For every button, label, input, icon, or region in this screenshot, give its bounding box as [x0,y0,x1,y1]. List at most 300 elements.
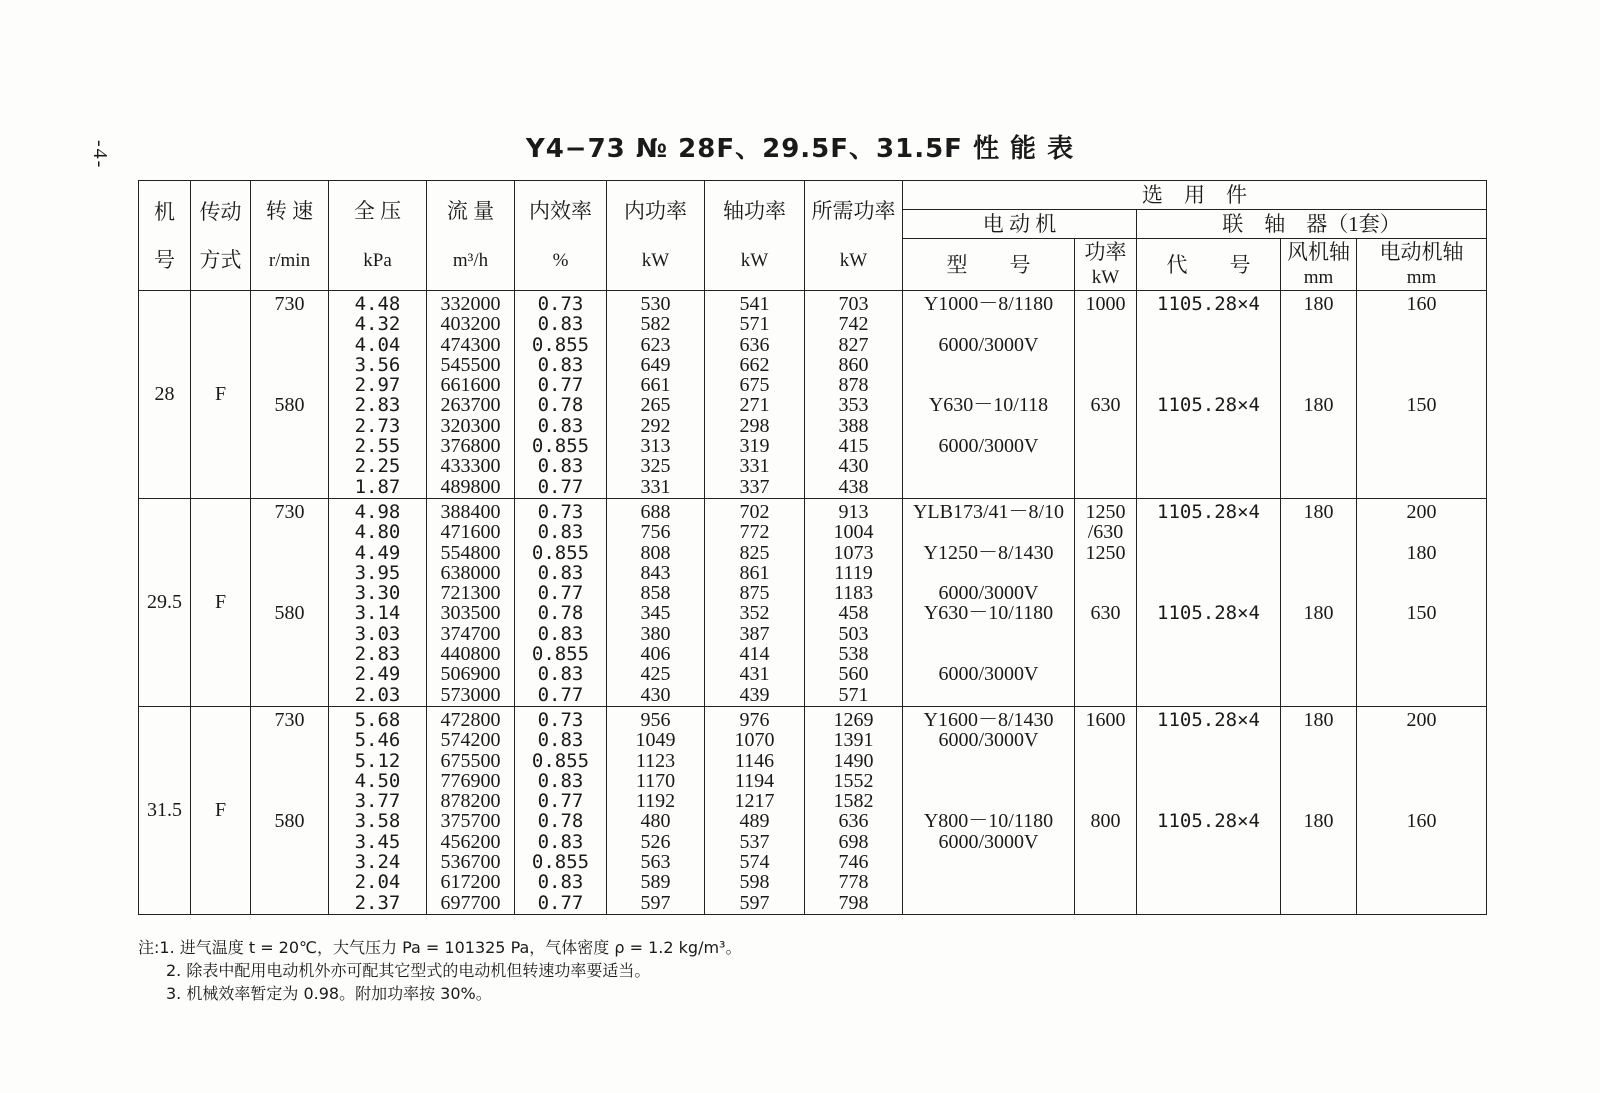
cell-line [251,477,328,497]
cell-line [251,416,328,436]
fan-shaft-cell [1281,499,1357,707]
cell-line [903,355,1074,375]
cell-lines [1357,291,1486,497]
cell-line [1281,477,1356,497]
header-motor: 电 动 机 [903,210,1137,239]
cell-lines [427,291,514,497]
page-title: Y4−73 № 28F、29.5F、31.5F 性 能 表 [525,134,1075,164]
cell-line: 433300 [440,455,501,478]
cell-line: 480 [640,810,671,833]
cell-line: 0.83 [537,521,584,544]
cell-line: 0.77 [537,582,584,605]
cell-line: 1170 [635,769,676,792]
cell-line [1281,832,1356,852]
cell-line: 439 [739,683,770,706]
cell-line: 858 [640,582,671,605]
shaft-power-cell [705,291,805,499]
cell-line [1075,563,1136,583]
cell-line: 6000/3000V [938,582,1039,605]
cell-line [1357,791,1486,811]
page-number: -4- [89,140,111,170]
cell-line: 861 [739,561,770,584]
cell-line [1281,893,1356,913]
cell-line: 0.77 [537,790,584,813]
coupling-code-cell [1137,499,1281,707]
cell-line: 2.03 [354,683,401,706]
cell-line: 1000 [1085,293,1126,315]
cell-line [903,644,1074,664]
cell-line: 661600 [440,374,501,397]
cell-line: 843 [640,561,671,584]
cell-line: 623 [640,333,671,356]
cell-line: 2.83 [354,394,401,417]
drive-cell: F [191,499,251,707]
motor-power-cell [1075,499,1137,707]
cell-line [1075,416,1136,436]
cell-line: 380 [640,622,671,645]
cell-line [251,522,328,542]
cell-line: 526 [640,830,671,853]
cell-line: 387 [739,622,770,645]
cell-line: 1.87 [354,475,401,498]
cell-line: 1194 [734,769,775,792]
cell-line: 597 [640,891,671,914]
drive-cell: F [191,291,251,499]
cell-line: 0.73 [537,709,584,731]
cell-line [1137,872,1280,892]
header-motor-power: 功率 kW [1075,239,1137,291]
notes [138,936,741,1005]
cell-line: 742 [838,313,869,336]
cell-line [1137,624,1280,644]
cell-lines [903,707,1074,913]
cell-line: 617200 [440,871,501,894]
cell-line: 200 [1406,709,1437,731]
cell-line [903,791,1074,811]
cell-line: 438 [838,475,869,498]
internal-power-cell [607,707,705,915]
cell-line: Y800－10/1180 [923,810,1054,833]
header-drive: 传动 方式 [191,181,251,291]
required-power-cell [805,707,903,915]
cell-line: 878 [838,374,869,397]
cell-line: 772 [739,521,770,544]
cell-line [903,872,1074,892]
cell-line: 580 [274,394,305,417]
cell-line [1137,664,1280,684]
cell-line [1281,314,1356,334]
shaft-power-cell [705,707,805,915]
cell-lines [903,499,1074,705]
cell-line [1137,852,1280,872]
cell-line [1137,730,1280,750]
cell-line [903,477,1074,497]
cell-line: 574 [739,851,770,874]
cell-line: 730 [274,293,305,315]
cell-line: 1105.28×4 [1157,501,1260,523]
header-flow: 流 量 m³/h [427,181,515,291]
cell-line: 376800 [440,435,501,458]
flow-cell [427,499,515,707]
cell-line [1075,791,1136,811]
cell-line [251,872,328,892]
cell-line [1075,893,1136,913]
cell-line: 875 [739,582,770,605]
cell-line [903,751,1074,771]
cell-line [1357,477,1486,497]
cell-line [1137,355,1280,375]
pressure-cell [329,291,427,499]
cell-line: 582 [640,313,671,336]
cell-line: 630 [1090,394,1121,417]
cell-line: 2.37 [354,891,401,914]
cell-line [1357,852,1486,872]
cell-line: 180 [1303,602,1334,625]
cell-line [251,685,328,705]
cell-line [1281,771,1356,791]
cell-line: 1070 [734,729,775,752]
cell-line: 430 [640,683,671,706]
cell-lines [515,291,606,497]
cell-line: 160 [1406,810,1437,833]
cell-line [1075,872,1136,892]
cell-lines [903,291,1074,497]
cell-line: 375700 [440,810,501,833]
cell-line [1075,832,1136,852]
header-coupling: 联 轴 器（1套） [1137,210,1487,239]
cell-lines [607,291,704,497]
cell-line: 4.32 [354,313,401,336]
header-internal-power: 内功率 kW [607,181,705,291]
cell-line: 1552 [833,769,874,792]
cell-lines [329,707,426,913]
cell-line: 0.83 [537,622,584,645]
cell-line: 489 [739,810,770,833]
table-row [139,707,1487,915]
cell-lines [515,499,606,705]
cell-line: 776900 [440,769,501,792]
cell-line [903,456,1074,476]
cell-line [1075,664,1136,684]
cell-line [1075,335,1136,355]
cell-line: 1105.28×4 [1157,602,1260,625]
cell-line: 1073 [833,541,874,564]
required-power-cell [805,291,903,499]
internal-power-cell [607,499,705,707]
cell-line [251,852,328,872]
cell-line: 574200 [440,729,501,752]
pressure-cell [329,499,427,707]
cell-line: 0.83 [537,663,584,686]
cell-lines [705,499,804,705]
cell-line: 0.77 [537,374,584,397]
cell-line [1357,583,1486,603]
cell-line: 3.30 [354,582,401,605]
cell-line: 3.77 [354,790,401,813]
cell-line [1281,644,1356,664]
cell-line [251,355,328,375]
cell-line [1357,624,1486,644]
cell-line: 406 [640,643,671,666]
cell-lines [515,707,606,913]
cell-line: 0.855 [531,643,590,666]
cell-line: 0.83 [537,313,584,336]
cell-lines [251,499,328,705]
cell-line: 313 [640,435,671,458]
performance-table [138,180,1487,915]
cell-line [903,893,1074,913]
cell-line: 6000/3000V [938,729,1039,752]
cell-line: 1217 [734,790,775,813]
header-fan-shaft: 风机轴 mm [1281,239,1357,291]
cell-line: 430 [838,455,869,478]
cell-line: 319 [739,435,770,458]
cell-line: 538 [838,643,869,666]
cell-line: 0.78 [537,810,584,833]
cell-line: 180 [1303,394,1334,417]
cell-line [1075,730,1136,750]
cell-line: 2.97 [354,374,401,397]
speed-cell [251,291,329,499]
cell-line: 331 [640,475,671,498]
cell-line: Y1250－8/1430 [923,541,1054,564]
cell-line: 697700 [440,891,501,914]
cell-line [251,893,328,913]
cell-line: 860 [838,353,869,376]
cell-line: 560 [838,663,869,686]
cell-line: 0.855 [531,541,590,564]
cell-line [1357,436,1486,456]
cell-line: 352 [739,602,770,625]
cell-line [1075,436,1136,456]
table-header [139,181,1487,291]
cell-line: 913 [838,501,869,523]
cell-line [1075,644,1136,664]
cell-lines [805,291,902,497]
cell-line: 1004 [833,521,874,544]
cell-line [1137,375,1280,395]
cell-line: 4.80 [354,521,401,544]
drive-cell: F [191,707,251,915]
fan-shaft-cell [1281,291,1357,499]
cell-line [1137,314,1280,334]
motor-power-cell [1075,291,1137,499]
cell-line [251,730,328,750]
cell-line: 1105.28×4 [1157,709,1260,731]
cell-line [1357,751,1486,771]
cell-line [1137,893,1280,913]
cell-line [1357,563,1486,583]
motor-model-cell [903,291,1075,499]
cell-lines [1137,707,1280,913]
cell-lines [251,291,328,497]
cell-line [903,624,1074,644]
cell-line: 0.83 [537,561,584,584]
cell-line: 4.50 [354,769,401,792]
cell-line: 1105.28×4 [1157,810,1260,833]
cell-line [1357,872,1486,892]
cell-line: 636 [739,333,770,356]
cell-line: 3.56 [354,353,401,376]
cell-line: 0.83 [537,871,584,894]
cell-line: 403200 [440,313,501,336]
cell-line: 0.73 [537,501,584,523]
cell-line: 3.24 [354,851,401,874]
cell-line: 456200 [440,830,501,853]
cell-line: 589 [640,871,671,894]
cell-line [1075,477,1136,497]
cell-line: 298 [739,414,770,437]
cell-line: 1183 [833,582,874,605]
cell-line: 649 [640,353,671,376]
cell-line [1281,563,1356,583]
header-pressure: 全 压 kPa [329,181,427,291]
motor-model-cell [903,707,1075,915]
cell-line [1281,685,1356,705]
internal-efficiency-cell [515,499,607,707]
cell-line [1137,335,1280,355]
cell-line: 661 [640,374,671,397]
cell-line [1075,852,1136,872]
note-1: 注:1. 进气温度 t = 20℃，大气压力 Pa = 101325 Pa，气体密度 ρ = 1.2 kg/m³。 [138,938,742,957]
cell-lines [1357,707,1486,913]
cell-line [1357,664,1486,684]
cell-line: 571 [838,683,869,706]
cell-line: 675 [739,374,770,397]
cell-line: 1391 [833,729,874,752]
cell-line: 6000/3000V [938,333,1039,356]
cell-line: Y1600－8/1430 [923,709,1054,731]
cell-line [251,624,328,644]
header-shaft-power: 轴功率 kW [705,181,805,291]
cell-line: 597 [739,891,770,914]
cell-line: 150 [1406,394,1437,417]
cell-lines [1075,499,1136,705]
machine-no-cell: 29.5 [139,499,191,707]
cell-line [1281,872,1356,892]
cell-line [903,771,1074,791]
cell-line: 180 [1303,501,1334,523]
cell-line: 506900 [440,663,501,686]
header-selected-parts: 选 用 件 [903,181,1487,210]
cell-line: 388400 [440,501,501,523]
header-speed: 转 速 r/min [251,181,329,291]
cell-line: 0.77 [537,683,584,706]
cell-line: 1105.28×4 [1157,394,1260,417]
table-body [139,291,1487,915]
cell-line: 698 [838,830,869,853]
cell-line [251,644,328,664]
cell-line: 3.95 [354,561,401,584]
cell-line: 800 [1090,810,1121,833]
cell-line: 571 [739,313,770,336]
cell-line [1137,522,1280,542]
cell-line: 554800 [440,541,501,564]
cell-line: 332000 [440,293,501,315]
cell-line [903,375,1074,395]
cell-lines [1075,291,1136,497]
cell-line: 1119 [834,561,873,584]
cell-line: 474300 [440,333,501,356]
cell-line: 1600 [1085,709,1126,731]
header-coupling-code: 代 号 [1137,239,1281,291]
cell-line: 1250 [1085,501,1126,523]
cell-line: 415 [838,435,869,458]
cell-line [1357,685,1486,705]
cell-line: 703 [838,293,869,315]
cell-line: 0.77 [537,891,584,914]
cell-line: 1105.28×4 [1157,293,1260,315]
coupling-code-cell [1137,291,1281,499]
cell-line: 825 [739,541,770,564]
cell-line: 388 [838,414,869,437]
cell-line [1075,771,1136,791]
cell-line [1137,456,1280,476]
cell-line: 265 [640,394,671,417]
cell-line: 292 [640,414,671,437]
cell-line: 878200 [440,790,501,813]
cell-line [1137,832,1280,852]
cell-line [1281,436,1356,456]
cell-line: 530 [640,293,671,315]
cell-lines [251,707,328,913]
cell-line: 0.83 [537,729,584,752]
cell-line: 827 [838,333,869,356]
cell-line: 0.83 [537,455,584,478]
cell-line: 6000/3000V [938,663,1039,686]
cell-line [903,522,1074,542]
cell-line: 1250 [1085,541,1126,564]
cell-line: 956 [640,709,671,731]
cell-line: 730 [274,501,305,523]
cell-lines [805,707,902,913]
cell-line [903,852,1074,872]
cell-line: 440800 [440,643,501,666]
cell-line: 472800 [440,709,501,731]
cell-line: 3.14 [354,602,401,625]
cell-line: 345 [640,602,671,625]
cell-line [1357,375,1486,395]
cell-line: 746 [838,851,869,874]
table-row [139,499,1487,707]
cell-line: 3.03 [354,622,401,645]
cell-line: 471600 [440,521,501,544]
cell-lines [607,707,704,913]
header-required-power: 所需功率 kW [805,181,903,291]
cell-line: 537 [739,830,770,853]
coupling-code-cell [1137,707,1281,915]
cell-line [1357,456,1486,476]
cell-line [1281,416,1356,436]
cell-line: 778 [838,871,869,894]
cell-line [251,832,328,852]
cell-line: 662 [739,353,770,376]
cell-line [1075,583,1136,603]
cell-lines [1137,291,1280,497]
cell-lines [427,707,514,913]
cell-line [1357,771,1486,791]
machine-no-cell: 31.5 [139,707,191,915]
cell-line: Y1000－8/1180 [923,293,1054,315]
cell-line: 545500 [440,353,501,376]
cell-line: 180 [1406,541,1437,564]
cell-line: 580 [274,602,305,625]
internal-efficiency-cell [515,707,607,915]
cell-line: 489800 [440,475,501,498]
cell-line [251,583,328,603]
cell-line [1137,543,1280,563]
cell-line: 6000/3000V [938,435,1039,458]
